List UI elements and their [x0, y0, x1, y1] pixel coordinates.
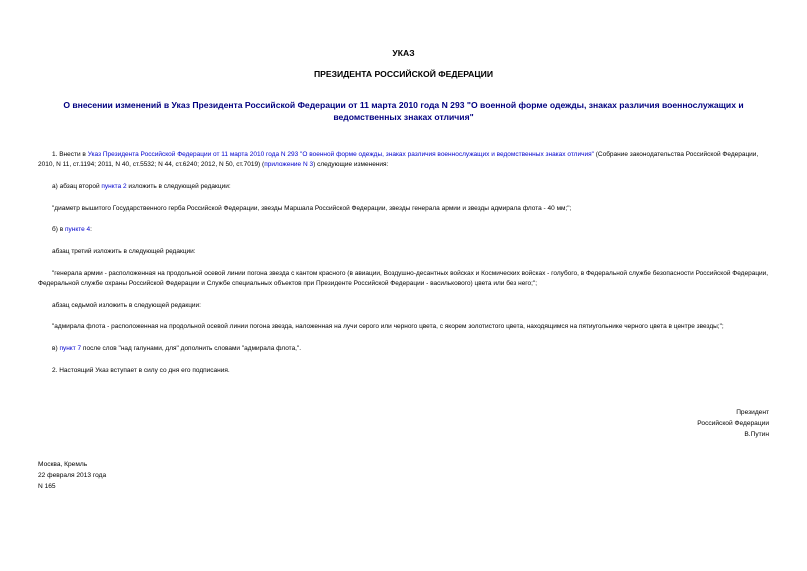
- item-4-link[interactable]: пункте 4: [64, 226, 91, 234]
- paragraph-10: 2. Настоящий Указ вступает в силу со дня его подписания.: [52, 366, 230, 374]
- paragraph-1: [38, 150, 769, 170]
- appendix-3-link[interactable]: приложение N 3: [264, 161, 314, 169]
- paragraph-3: "диаметр вышитого Государственного герба Российской Федерации, звезды Маршала Российской Федерации, звезды генерала армии и звезды адмирала флота - 40 мм;";: [52, 204, 572, 212]
- p9-text-start: в): [52, 345, 60, 353]
- signature-country: Российской Федерации: [697, 420, 769, 428]
- signature-title: Президент: [736, 409, 769, 416]
- p1-text-middle: (Собрание законодательства Российской Федерации, 2010, N 11, ст.1194; 2011, N 40, ст.5532; N 44, ст.6240; 2012, N 50, ст.7019) (: [38, 151, 759, 169]
- p4-text-start: б) в: [52, 226, 65, 234]
- p2-text-end: изложить в следующей редакции:: [126, 182, 231, 190]
- document-title: [38, 100, 769, 123]
- issuer-heading: ПРЕЗИДЕНТА РОССИЙСКОЙ ФЕДЕРАЦИИ: [313, 69, 494, 79]
- paragraph-8: "адмирала флота - расположенная на продольной осевой линии погона звезда, наложенная на лучи серого или черного цвета, с якорем золотистого цвета, находящимся на пятиугольнике черного цвета в центре звезды;";: [52, 323, 724, 331]
- signature-name: В.Путин: [744, 431, 769, 439]
- item-2-link[interactable]: пункта 2: [101, 182, 127, 190]
- document-number: N 165: [38, 483, 56, 491]
- paragraph-2: [38, 182, 769, 192]
- place-date-block: [38, 459, 106, 493]
- paragraph-9: [38, 344, 769, 354]
- place-city: Москва, Кремль: [38, 461, 88, 468]
- document-body: [38, 150, 769, 387]
- item-7-link[interactable]: пункт 7: [59, 345, 82, 353]
- p1-text-end: ) следующие изменения:: [313, 161, 389, 169]
- decree-293-link[interactable]: Указ Президента Российской Федерации от 11 марта 2010 года N 293 "О военной форме одежды, знаках различия военнослужащих и ведомственных знаках отличия": [87, 151, 594, 158]
- document-type-heading: УКАЗ: [392, 48, 415, 58]
- title-prefix: О внесении изменений в: [63, 100, 172, 110]
- paragraph-5: абзац третий изложить в следующей редакции:: [52, 248, 196, 256]
- p4-text-end: :: [90, 226, 92, 234]
- p1-text-start: 1. Внести в: [52, 151, 88, 158]
- paragraph-4: [38, 225, 769, 235]
- place-date: 22 февраля 2013 года: [38, 472, 107, 480]
- p2-text-start: а) абзац второй: [52, 182, 102, 190]
- signature-block: [697, 407, 769, 441]
- title-decree-link[interactable]: Указ Президента Российской Федерации от 11 марта 2010 года N 293 "О военной форме одежды, знаках различия военнослужащих и ведомственных знаках отличия": [171, 100, 744, 122]
- p9-text-end: после слов "над галунами, для" дополнить словами "адмирала флота,".: [81, 345, 302, 353]
- paragraph-7: абзац седьмой изложить в следующей редакции:: [52, 301, 201, 309]
- paragraph-6: "генерала армии - расположенная на продольной осевой линии погона звезда с кантом красного (в авиации, Воздушно-десантных войсках и Космических войсках - голубого, в Федеральной службе безопасности Российской Федерации, Федеральной службе охраны Российской Федерации и Службе специальных объектов при Президенте Российской Федерации - василькового) цвета или без него;";: [38, 269, 769, 287]
